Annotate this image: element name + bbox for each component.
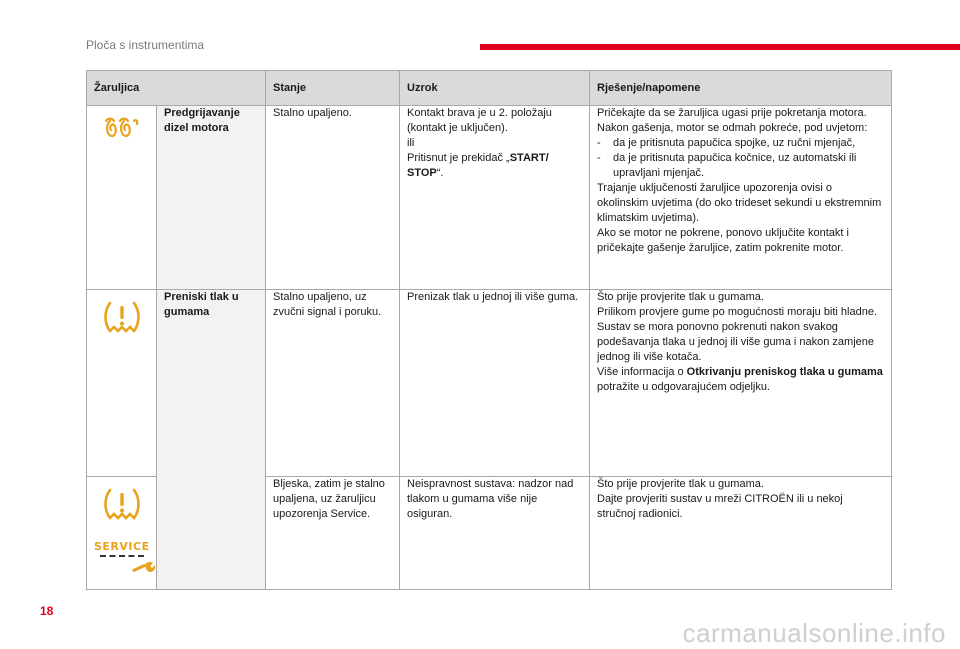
- cross-reference: Otkrivanju preniskog tlaka u gumama: [686, 366, 883, 378]
- solution-text: Više informacija o: [597, 366, 687, 378]
- table-header-row: [87, 71, 892, 106]
- solution-paragraph: Sustav se mora ponovno pokrenuti nakon svakog podešavanja tlaka u jednoj ili više guma i nakon zamjene jednog ili više kotača.: [597, 321, 875, 363]
- header-accent-bar: [480, 44, 960, 50]
- solution-paragraph: Dajte provjeriti sustav u mreži CITROËN ili u nekoj stručnoj radionici.: [597, 493, 843, 520]
- lamp-name: Predgrijavanje dizel motora: [157, 106, 266, 290]
- list-item-text: da je pritisnuta papučica spojke, uz ručni mjenjač,: [613, 137, 856, 149]
- lamp-solution: [590, 290, 892, 477]
- wrench-icon: [130, 561, 156, 575]
- cause-text: “.: [436, 167, 444, 179]
- solution-paragraph: Što prije provjerite tlak u gumama.: [597, 478, 764, 490]
- lamp-name: Preniski tlak u gumama: [157, 290, 266, 590]
- solution-paragraph: [597, 365, 884, 395]
- lamp-state: Bljeska, zatim je stalno upaljena, uz žaruljicu upozorenja Service.: [266, 477, 400, 590]
- table-row: [87, 106, 892, 290]
- col-header-state: Stanje: [266, 71, 400, 106]
- lamp-cause: Prenizak tlak u jednoj ili više guma.: [400, 290, 590, 477]
- cause-text: Pritisnut je prekidač „: [407, 152, 510, 164]
- lamp-icon-cell: [87, 290, 157, 477]
- lamp-state: Stalno upaljeno, uz zvučni signal i poruku.: [266, 290, 400, 477]
- solution-paragraph: Trajanje uključenosti žaruljice upozorenja ovisi o okolinskim uvjetima (do oko trideset sekundi u ekstremnim klimatskim uvjetima).: [597, 182, 882, 224]
- col-header-cause: Uzrok: [400, 71, 590, 106]
- service-label: SERVICE: [94, 540, 150, 553]
- start-stop-label: START/ STOP: [407, 152, 549, 179]
- lamp-cause: Neispravnost sustava: nadzor nad tlakom u gumama više nije osiguran.: [400, 477, 590, 590]
- glow-plug-icon: [104, 116, 140, 140]
- solution-paragraph: Nakon gašenja, motor se odmah pokreće, pod uvjetom:: [597, 122, 868, 134]
- list-item: - da je pritisnuta papučica spojke, uz ručni mjenjač,: [597, 137, 856, 149]
- lamp-icon-cell: [87, 106, 157, 290]
- cause-line: [407, 151, 582, 181]
- list-item: - da je pritisnuta papučica kočnice, uz automatski ili upravljani mjenjač.: [597, 151, 884, 181]
- watermark: carmanualsonline.info: [682, 618, 946, 648]
- service-lamp: [94, 541, 149, 575]
- table-row: [87, 290, 892, 477]
- lamp-icon-cell: [87, 477, 157, 590]
- section-title: Ploča s instrumentima: [86, 38, 205, 52]
- service-divider: [100, 555, 144, 557]
- list-item-text: da je pritisnuta papučica kočnice, uz automatski ili upravljani mjenjač.: [613, 152, 857, 179]
- tyre-pressure-icon: [103, 300, 141, 336]
- solution-paragraph: Ako se motor ne pokrene, ponovo uključite kontakt i pričekajte gašenje žaruljice, zatim pokrenite motor.: [597, 227, 849, 254]
- lamp-state: Stalno upaljeno.: [266, 106, 400, 290]
- col-header-solution: Rješenje/napomene: [590, 71, 892, 106]
- solution-paragraph: Pričekajte da se žaruljica ugasi prije pokretanja motora.: [597, 107, 867, 119]
- page-number: 18: [40, 604, 54, 618]
- cause-line: ili: [407, 137, 415, 149]
- solution-text: potražite u odgovarajućem odjeljku.: [597, 381, 771, 393]
- lamp-solution: [590, 106, 892, 290]
- lamp-solution: [590, 477, 892, 590]
- solution-paragraph: Što prije provjerite tlak u gumama.: [597, 291, 764, 303]
- warning-lamps-table: [86, 70, 892, 590]
- solution-paragraph: Prilikom provjere gume po mogućnosti moraju biti hladne.: [597, 306, 878, 318]
- lamp-cause: [400, 106, 590, 290]
- tyre-pressure-icon: [103, 487, 141, 523]
- cause-line: Kontakt brava je u 2. položaju (kontakt je uključen).: [407, 107, 552, 134]
- col-header-lamp: Žaruljica: [87, 71, 266, 106]
